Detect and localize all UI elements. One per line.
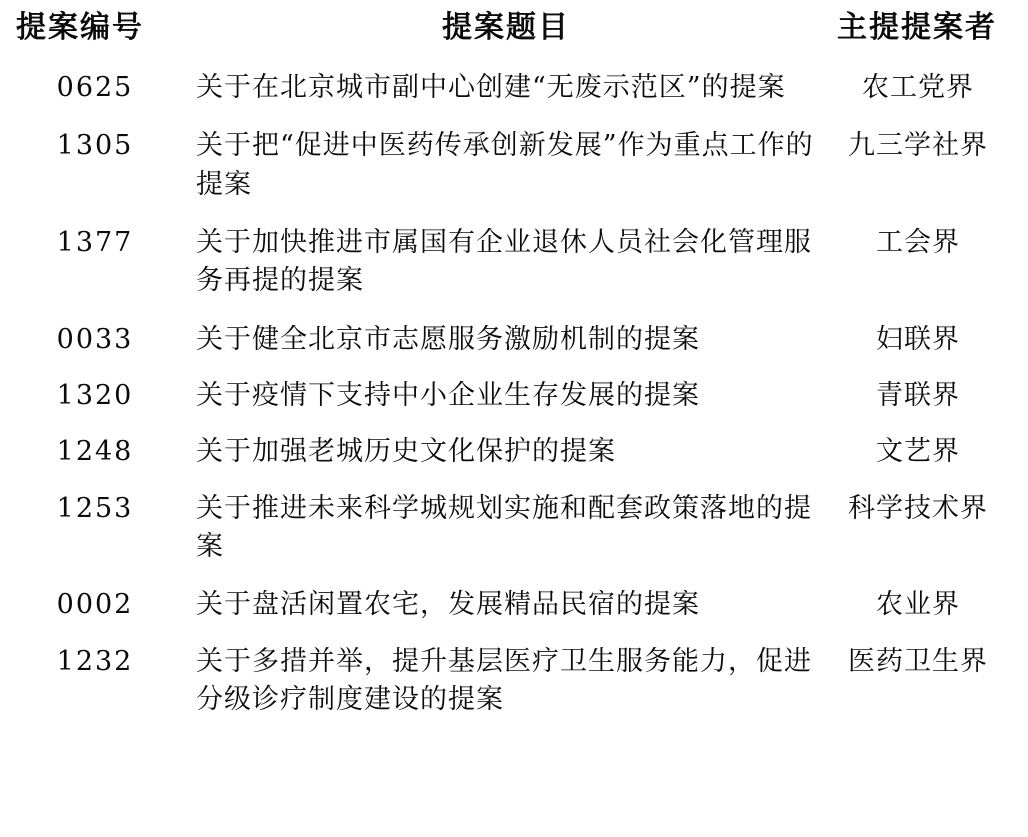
column-header-number: 提案编号 [16, 10, 144, 45]
table-row [14, 368, 1014, 424]
cell-number: 0625 [56, 72, 134, 103]
cell-title: 关于在北京城市副中心创建“无废示范区”的提案 [196, 72, 786, 103]
table-row [14, 215, 1014, 312]
cell-title: 关于盘活闲置农宅，发展精品民宿的提案 [196, 589, 700, 621]
table-header [14, 6, 1014, 60]
table-row [14, 312, 1014, 368]
table-body [14, 60, 1014, 730]
cell-number: 1320 [56, 379, 134, 411]
cell-number: 1305 [56, 130, 134, 162]
table-row [14, 60, 1014, 118]
cell-title: 关于推进未来科学城规划实施和配套政策落地的提案 [196, 492, 812, 562]
cell-number: 0033 [56, 323, 134, 355]
table-row [14, 424, 1014, 480]
table-row [14, 577, 1014, 633]
cell-author: 科学技术界 [848, 492, 988, 524]
cell-title: 关于多措并举，提升基层医疗卫生服务能力，促进分级诊疗制度建设的提案 [196, 645, 812, 715]
cell-author: 医药卫生界 [848, 645, 988, 677]
column-header-title: 提案题目 [442, 10, 570, 45]
cell-author: 文艺界 [876, 436, 960, 468]
cell-title: 关于把“促进中医药传承创新发展”作为重点工作的提案 [196, 130, 814, 200]
cell-number: 1248 [56, 436, 134, 468]
table-row [14, 634, 1014, 731]
cell-title: 关于加快推进市属国有企业退休人员社会化管理服务再提的提案 [196, 226, 812, 297]
table-row [14, 118, 1014, 215]
cell-author: 妇联界 [876, 323, 960, 355]
cell-number: 1377 [56, 226, 134, 258]
cell-author: 农工党界 [862, 72, 974, 103]
proposals-table [14, 6, 1014, 730]
cell-title: 关于疫情下支持中小企业生存发展的提案 [196, 379, 700, 411]
cell-title: 关于健全北京市志愿服务激励机制的提案 [196, 323, 700, 355]
cell-author: 工会界 [876, 226, 960, 258]
header-row [14, 6, 1014, 60]
cell-author: 九三学社界 [848, 130, 988, 162]
cell-author: 农业界 [876, 589, 960, 621]
cell-title: 关于加强老城历史文化保护的提案 [196, 436, 616, 468]
table-row [14, 481, 1014, 578]
cell-number: 0002 [56, 589, 134, 621]
cell-number: 1232 [56, 645, 134, 677]
column-header-author: 主提提案者 [837, 10, 997, 45]
cell-author: 青联界 [876, 379, 960, 411]
cell-number: 1253 [56, 492, 134, 524]
